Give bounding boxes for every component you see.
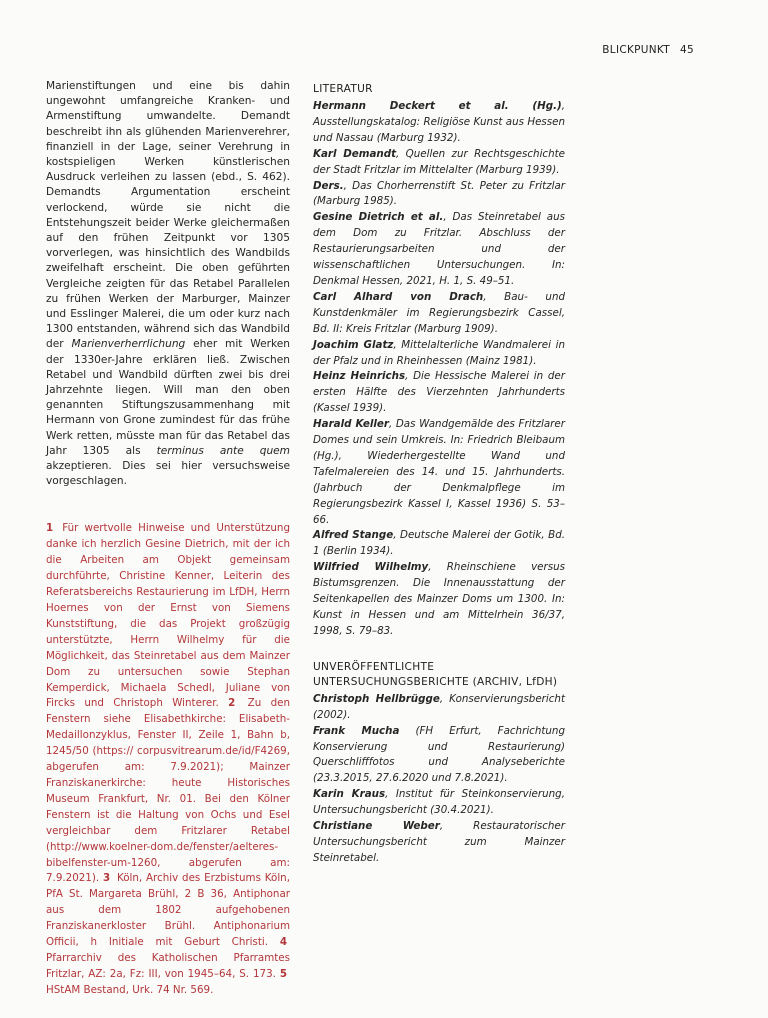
entry-author: Harald Keller (313, 418, 389, 431)
main-text-part: Marienstiftungen und eine bis dahin ungewohnt umfangreiche Kranken- und Armenstiftung umwandelte. Demandt beschreibt ihn als glühenden Marienverehrer, finanziell in der Lage, seiner Verehrung in kostspieligen Werken künstlerischen Ausdruck verleihen zu lassen (ebd., S. 462). Demandts Argumentation erscheint verlockend, würde sie nicht die Entstehungszeit beider Werke gleichermaßen auf den frühen Zeitpunkt vor 1305 vorverlegen, was hinsichtlich des Wandbilds zweifelhaft erscheint. Die oben geführten Vergleiche zeigten für das Retabel Parallelen zu frühen Werken der Marburger, Mainzer und Esslinger Malerei, die um oder kurz nach 1300 entstanden, während sich das Wandbild der (46, 80, 290, 351)
entry-details: , Die Hessische Malerei in der ersten Hälfte des Vierzehnten Jahrhunderts (Kassel 1939). (313, 370, 565, 415)
entry-details: , Ausstellungskatalog: Religiöse Kunst aus Hessen und Nassau (Marburg 1932). (313, 100, 565, 144)
literature-list (313, 99, 565, 640)
entry-author: Christiane Weber (313, 820, 440, 833)
literature-entry (313, 210, 565, 290)
footnote-text: Für wertvolle Hinweise und Unterstützung danke ich herzlich Gesine Dietrich, mit der ich die Arbeiten am Objekt gemeinsam durchführte, Christine Kenner, Leiterin des Referatsbereichs Restaurierung im LfDH, Herrn Hoernes von der Ernst von Siemens Kunststiftung, die das Projekt großzügig unterstützte, Herrn Wilhelmy für die Möglichkeit, das Steinretabel aus dem Mainzer Dom zu untersuchen sowie Stephan Kemperdick, Michaela Schedl, Juliane von Fircks und Christoph Winterer. (46, 522, 290, 710)
reports-heading: UNVERÖFFENTLICHTE UNTERSUCHUNGSBERICHTE (ARCHIV, LfDH) (313, 660, 558, 688)
entry-details: , Restauratorischer Untersuchungsbericht zum Mainzer Steinretabel. (313, 820, 565, 864)
literature-entry (313, 179, 565, 211)
footnote-text: HStAM Bestand, Urk. 74 Nr. 569. (46, 983, 214, 996)
section-title: BLICKPUNKT (602, 44, 671, 56)
literature-entry (313, 338, 565, 370)
entry-author: Heinz Heinrichs (313, 370, 406, 383)
entry-author: Carl Alhard von Drach (313, 290, 484, 303)
footnotes (46, 521, 290, 998)
report-entry (313, 692, 565, 724)
entry-details: (FH Erfurt, Fachrichtung Konservierung und Restaurierung) Querschlifffotos und Analyseberichte (23.3.2015, 27.6.2020 und 7.8.2021). (313, 724, 565, 785)
footnote-text: Zu den Fenstern siehe Elisabethkirche: Elisabeth-Medaillonzyklus, Fenster II, Zeile 1, Bahn b, 1245/50 (https:// corpusvitrearum.de/id/F4269, abgerufen am: 7.9.2021); Mainzer Franziskanerkirche: heute Historisches Museum Frankfurt, Nr. 01. Bei den Kölner Fenstern ist die Haltung von Ochs und Esel vergleichbar dem Fritzlarer Retabel (http://www.koelner-dom.de/fenster/aelteres-bibelfenster-um-1260, abgerufen am: 7.9.2021). (46, 697, 290, 885)
footnote-number: 3 (102, 872, 111, 885)
footnote-text: Pfarrarchiv des Katholischen Pfarramtes Fritzlar, AZ: 2a, Fz: III, von 1945–64, S. 173. (46, 951, 290, 980)
entry-author: Karl Demandt (313, 147, 397, 160)
entry-author: Gesine Dietrich et al. (313, 211, 444, 224)
entry-details: , Konservierungsbericht (2002). (313, 692, 565, 721)
entry-details: , Institut für Steinkonservierung, Untersuchungsbericht (30.4.2021). (313, 788, 565, 817)
literature-entry (313, 99, 565, 147)
literature-entry (313, 290, 565, 338)
entry-author: Hermann Deckert et al. (Hg.) (313, 100, 562, 112)
entry-details: , Bau- und Kunstdenkmäler im Regierungsbezirk Cassel, Bd. II: Kreis Fritzlar (Marburg 1909). (313, 290, 566, 335)
report-entry (313, 819, 565, 867)
entry-author: Frank Mucha (313, 724, 400, 737)
main-text-italic: Marienverherrlichung (71, 338, 186, 351)
footnote-number: 1 (46, 522, 54, 535)
reports-list (313, 692, 565, 867)
entry-author: Karin Kraus (313, 788, 386, 801)
footnote-number: 2 (228, 697, 236, 710)
literature-heading: LITERATUR (313, 83, 373, 95)
footnote-number: 4 (279, 936, 287, 949)
report-entry (313, 724, 565, 788)
literature-entry (313, 560, 565, 640)
left-column (46, 79, 290, 999)
entry-details: , Das Steinretabel aus dem Dom zu Fritzlar. Abschluss der Restaurierungsarbeiten und der wissenschaftlichen Untersuchungen. In: Denkmal Hessen, 2021, H. 1, S. 49–51. (313, 211, 566, 287)
main-text (46, 79, 290, 489)
literature-entry (313, 369, 565, 417)
entry-details: , Rheinschiene versus Bistumsgrenzen. Die Innenausstattung der Seitenkapellen des Mainzer Doms um 1300. In: Kunst in Hessen und am Mittelrhein 36/37, 1998, S. 79–83. (313, 561, 565, 637)
literature-entry (313, 417, 565, 528)
main-text-part: eher mit Werken der 1330er-Jahre erklären ließ. Zwischen Retabel und Wandbild dürften zwei bis drei Jahrzehnte liegen. Will man den oben genannten Stiftungszusammenhang mit Hermann von Grone zumindest für das frühe Werk retten, müsste man für das Retabel das Jahr 1305 als (46, 338, 290, 457)
running-head (602, 44, 694, 56)
entry-author: Joachim Glatz (313, 338, 394, 351)
entry-details: , Quellen zur Rechtsgeschichte der Stadt Fritzlar im Mittelalter (Marburg 1939). (313, 147, 565, 176)
footnote-number: 5 (279, 967, 288, 980)
entry-details: , Mittelalterliche Wandmalerei in der Pfalz und in Rheinhessen (Mainz 1981). (313, 338, 565, 367)
literature-entry (313, 147, 565, 179)
main-paragraph (46, 79, 290, 489)
footnote (46, 697, 290, 884)
main-text-part: akzeptieren. Dies sei hier versuchsweise vorgeschlagen. (46, 460, 290, 488)
page-number: 45 (680, 44, 694, 56)
entry-author: Christoph Hellbrügge (313, 692, 440, 705)
entry-author: Wilfried Wilhelmy (313, 561, 429, 574)
right-column (313, 82, 565, 867)
entry-author: Alfred Stange (313, 529, 394, 542)
entry-details: , Das Chorherrenstift St. Peter zu Fritzlar (Marburg 1985). (313, 179, 565, 208)
footnote (46, 522, 290, 709)
report-entry (313, 787, 565, 819)
entry-details: , Deutsche Malerei der Gotik, Bd. 1 (Berlin 1934). (313, 529, 566, 558)
main-text-italic: terminus ante quem (156, 444, 290, 457)
literature-entry (313, 528, 565, 560)
entry-details: , Das Wandgemälde des Fritzlarer Domes und sein Umkreis. In: Friedrich Bleibaum (Hg.), Wiederhergestellte Wand und Tafelmalereien des 14. und 15. Jahrhunderts. (Jahrbuch der Denkmalpflege im Regierungsbezirk Kassel I, Kassel 1936) S. 53–66. (313, 418, 565, 526)
footnote-text: Köln, Archiv des Erzbistums Köln, PfA St. Margareta Brühl, 2 B 36, Antiphonar aus dem 1802 aufgehobenen Franziskanerkloster Brühl. Antiphonarium Officii, h Initiale mit Geburt Christi. (46, 872, 290, 949)
entry-author: Ders. (313, 179, 344, 192)
